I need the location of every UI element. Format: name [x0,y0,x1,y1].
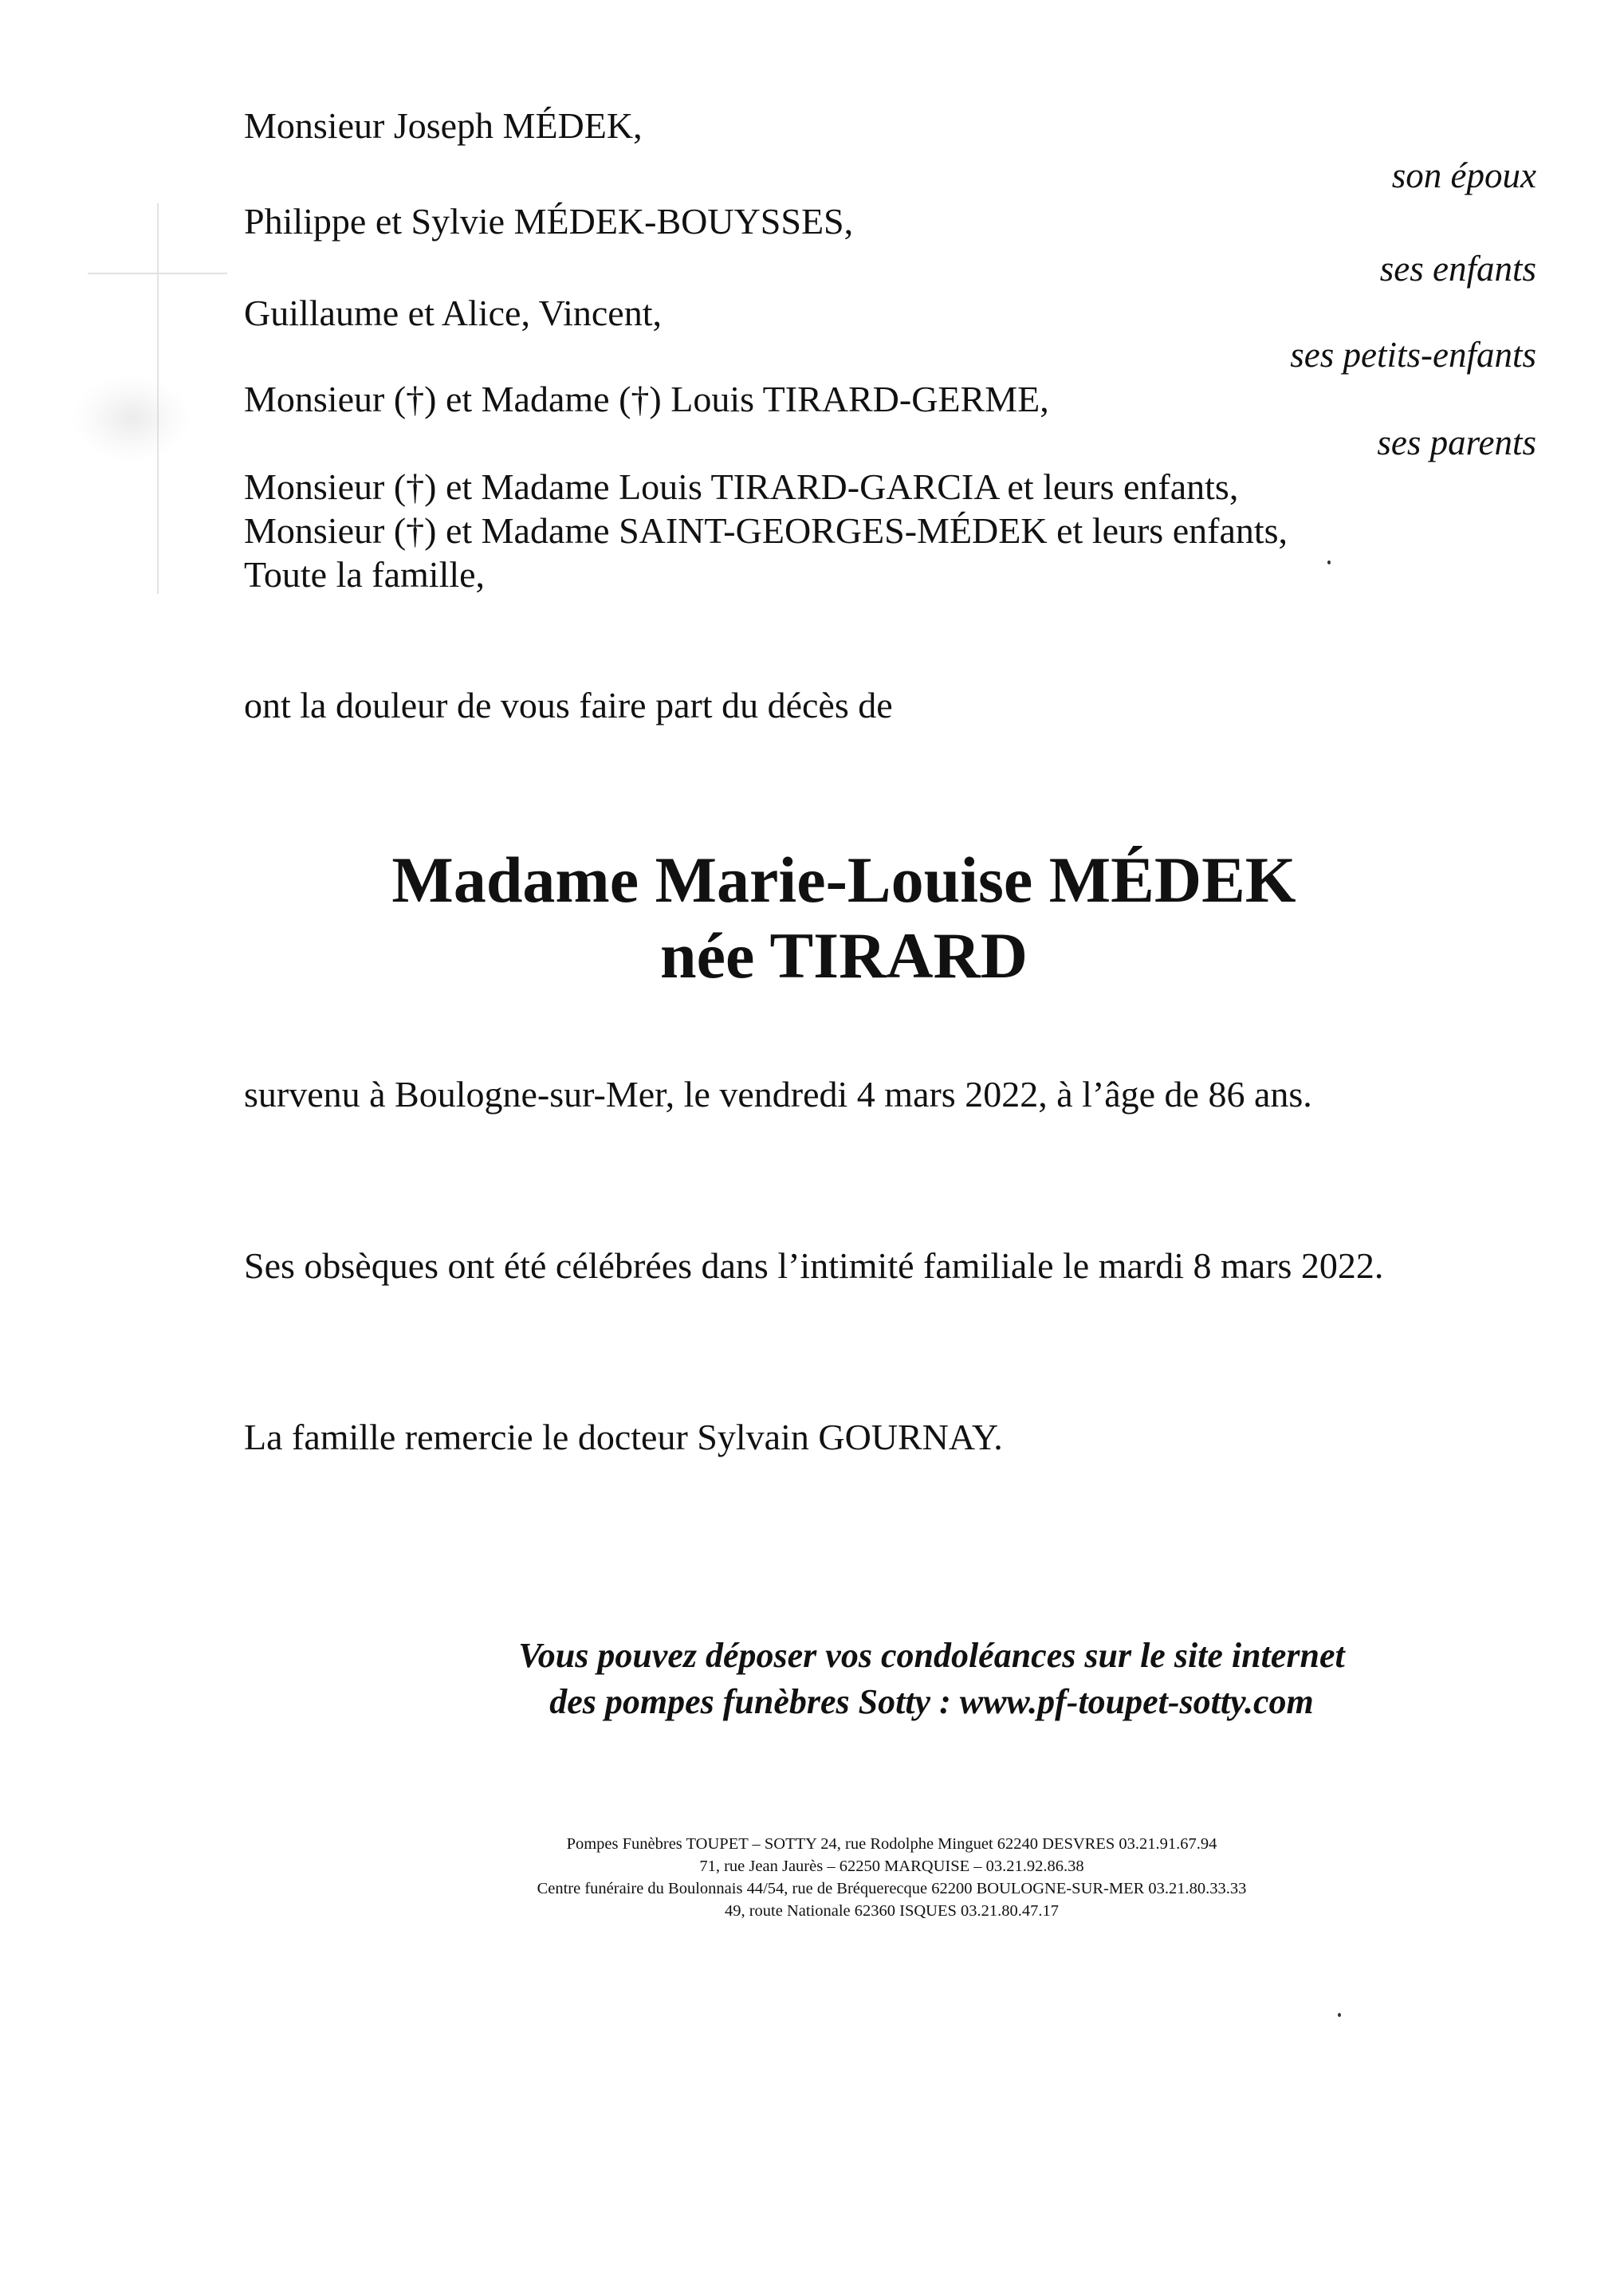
footer-line: Pompes Funèbres TOUPET – SOTTY 24, rue Rodolphe Minguet 62240 DESVRES 03.21.91.67.94 [566,1835,1217,1853]
scan-smudge [72,375,191,462]
spouse-name: Monsieur Joseph MÉDEK, [244,105,643,146]
relative-line: Monsieur (†) et Madame Louis TIRARD-GARCIA et leurs enfants, [244,466,1239,507]
cross-horizontal-mark [88,273,227,274]
parents-names: Monsieur (†) et Madame (†) Louis TIRARD-GERME, [244,379,1049,419]
footer-line: 49, route Nationale 62360 ISQUES 03.21.80.47.17 [724,1902,1060,1920]
scan-speck [1338,2013,1341,2017]
condolences-line-1: Vous pouvez déposer vos condoléances sur le site internet [518,1636,1345,1675]
children-role: ses enfants [1379,249,1536,289]
spouse-role: son époux [1391,155,1536,195]
condolences-line-2: des pompes funèbres Sotty : www.pf-toupet-sotty.com [549,1682,1314,1721]
funeral-details: Ses obsèques ont été célébrées dans l’intimité familiale le mardi 8 mars 2022. [244,1245,1384,1286]
parents-role: ses parents [1377,423,1536,462]
grandchildren-role: ses petits-enfants [1290,335,1536,375]
footer-line: 71, rue Jean Jaurès – 62250 MARQUISE – 03.21.92.86.38 [699,1858,1084,1875]
grandchildren-names: Guillaume et Alice, Vincent, [244,293,662,333]
death-details: survenu à Boulogne-sur-Mer, le vendredi 4 mars 2022, à l’âge de 86 ans. [244,1074,1312,1115]
deceased-name: Madame Marie-Louise MÉDEK [391,843,1296,916]
footer-line: Centre funéraire du Boulonnais 44/54, rue de Bréquerecque 62200 BOULOGNE-SUR-MER 03.21.80.33.33 [537,1880,1247,1897]
scan-speck [1327,560,1331,564]
relative-line: Monsieur (†) et Madame SAINT-GEORGES-MÉDEK et leurs enfants, [244,510,1288,551]
children-names: Philippe et Sylvie MÉDEK-BOUYSSES, [244,201,854,242]
relative-line: Toute la famille, [244,554,486,595]
deceased-maiden-name: née TIRARD [660,919,1028,992]
thanks-text: La famille remercie le docteur Sylvain GOURNAY. [244,1417,1003,1457]
announcement-text: ont la douleur de vous faire part du décès de [244,685,893,725]
